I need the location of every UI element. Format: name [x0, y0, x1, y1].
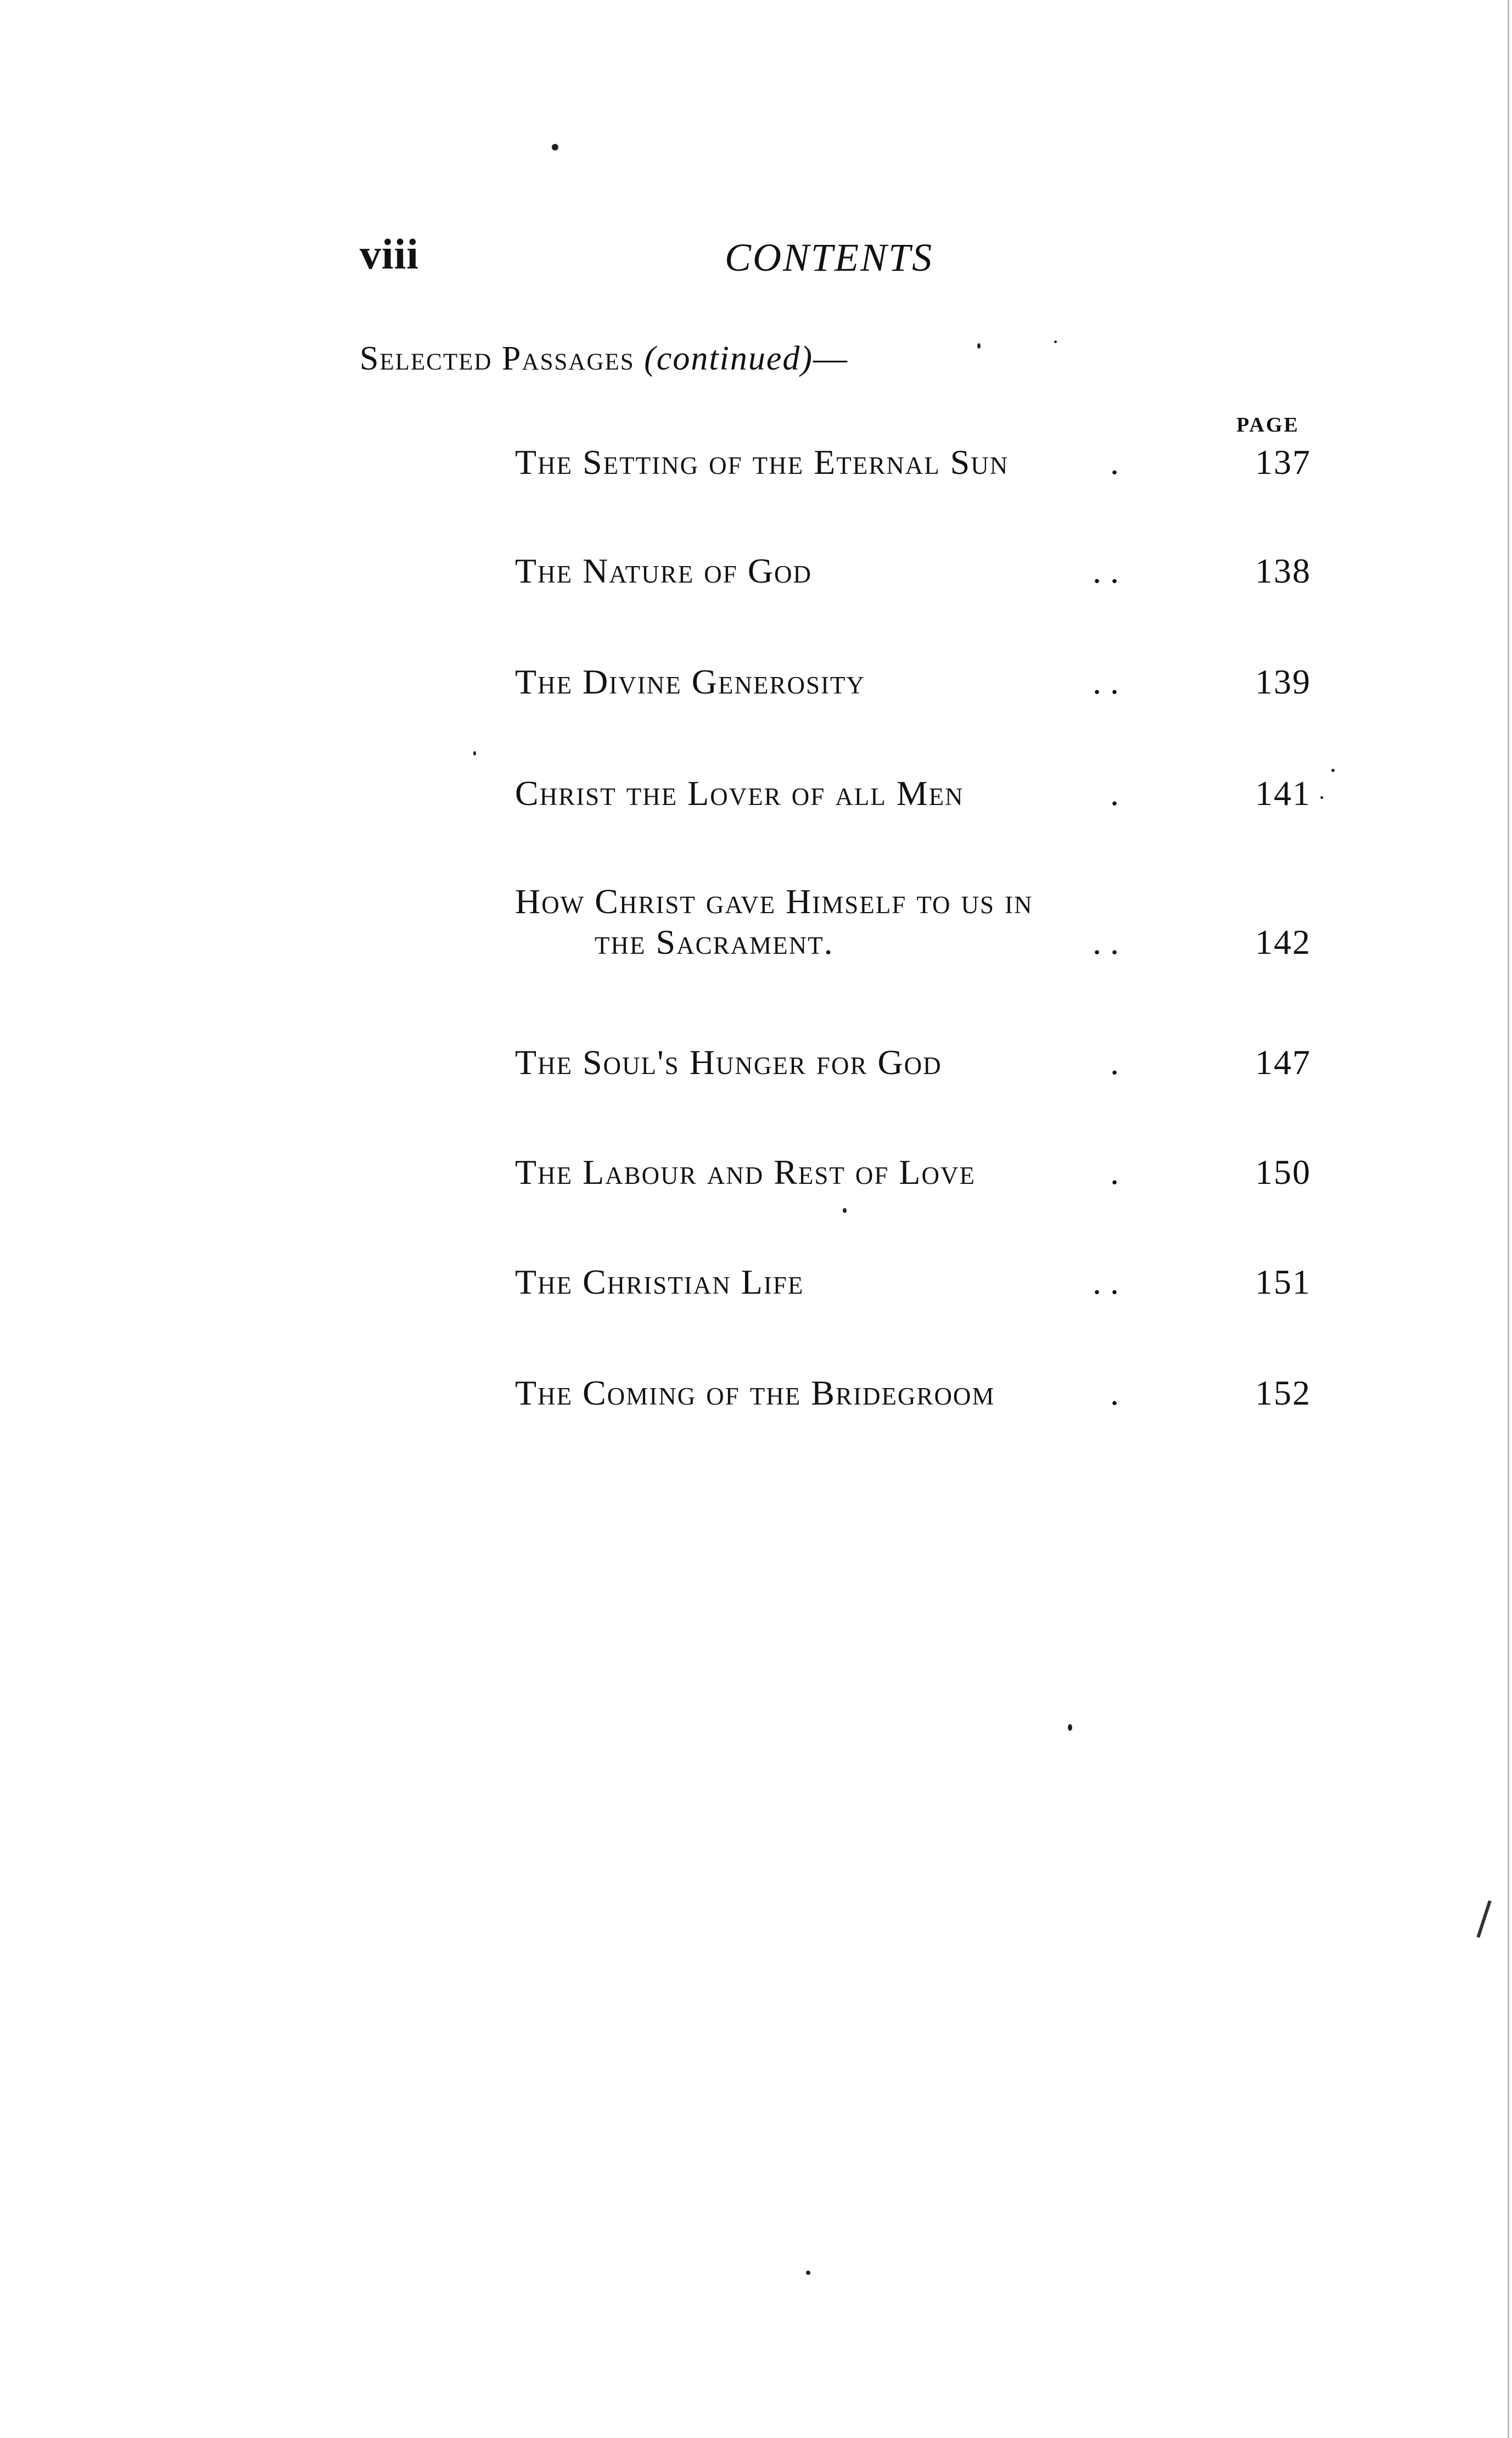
section-continued: (continued)	[644, 340, 813, 377]
toc-entry-page: 139	[1255, 662, 1311, 701]
toc-entry	[515, 1373, 1311, 1413]
toc-entry-title: The Labour and Rest of Love	[515, 1153, 976, 1192]
section-dash: —	[813, 340, 848, 377]
toc-entry-page: 138	[1255, 551, 1311, 590]
toc-entry	[515, 1262, 1311, 1302]
toc-entry	[515, 1152, 1311, 1193]
toc-entry-leader: . .	[1093, 1262, 1119, 1301]
section-heading	[360, 339, 848, 378]
page-number: viii	[360, 230, 419, 278]
toc-entry-page: 142	[1255, 922, 1311, 961]
toc-entry-page: 152	[1255, 1373, 1311, 1412]
toc-entry-title: How Christ gave Himself to us in	[515, 882, 1033, 921]
toc-entry	[515, 881, 1311, 969]
toc-entry-leader: .	[1110, 774, 1119, 813]
toc-entry-page: 150	[1255, 1153, 1311, 1192]
toc-entry-leader: . .	[1093, 922, 1119, 961]
toc-entry-leader: .	[1110, 443, 1119, 482]
toc-entry-title: The Coming of the Bridegroom	[515, 1373, 995, 1412]
toc-entry-leader: .	[1110, 1373, 1119, 1412]
scan-speck	[806, 2271, 810, 2275]
scan-speck	[1054, 340, 1057, 343]
page-column-label: PAGE	[1236, 413, 1300, 437]
toc-entry-leader: .	[1110, 1043, 1119, 1082]
toc-entry-title: Christ the Lover of all Men	[515, 774, 964, 813]
toc-entry	[515, 662, 1311, 702]
toc-entry-title-continued: the Sacrament.	[595, 922, 834, 961]
toc-entry-page: 147	[1255, 1043, 1311, 1082]
toc-entry-title: The Soul's Hunger for God	[515, 1043, 942, 1082]
toc-entry-leader: .	[1110, 1153, 1119, 1192]
scan-speck	[552, 144, 558, 150]
toc-entry-title: The Nature of God	[515, 551, 813, 590]
scan-speck	[977, 343, 981, 349]
toc-entry-page: 151	[1255, 1262, 1311, 1301]
toc-entry	[515, 551, 1311, 591]
toc-entry-title: The Setting of the Eternal Sun	[515, 443, 1009, 482]
toc-entry-title: The Divine Generosity	[515, 662, 865, 701]
section-title: Selected Passages	[360, 340, 635, 377]
scan-speck	[1331, 769, 1335, 772]
toc-entry-page: 141	[1255, 774, 1311, 813]
scan-edge-mark	[1476, 1900, 1491, 1938]
page-edge-line	[1508, 0, 1509, 2438]
toc-entry	[515, 442, 1311, 483]
toc-entry-leader: . .	[1093, 551, 1119, 590]
scan-speck	[473, 751, 476, 756]
scan-speck	[1068, 1724, 1072, 1731]
toc-entry-title: The Christian Life	[515, 1262, 804, 1301]
toc-entry-leader: . .	[1093, 662, 1119, 701]
toc-entry-page: 137	[1255, 443, 1311, 482]
toc-entry	[515, 773, 1311, 814]
running-title: CONTENTS	[725, 236, 934, 279]
toc-entry	[515, 1042, 1311, 1083]
scan-speck	[843, 1208, 847, 1213]
scan-speck	[1320, 796, 1323, 799]
